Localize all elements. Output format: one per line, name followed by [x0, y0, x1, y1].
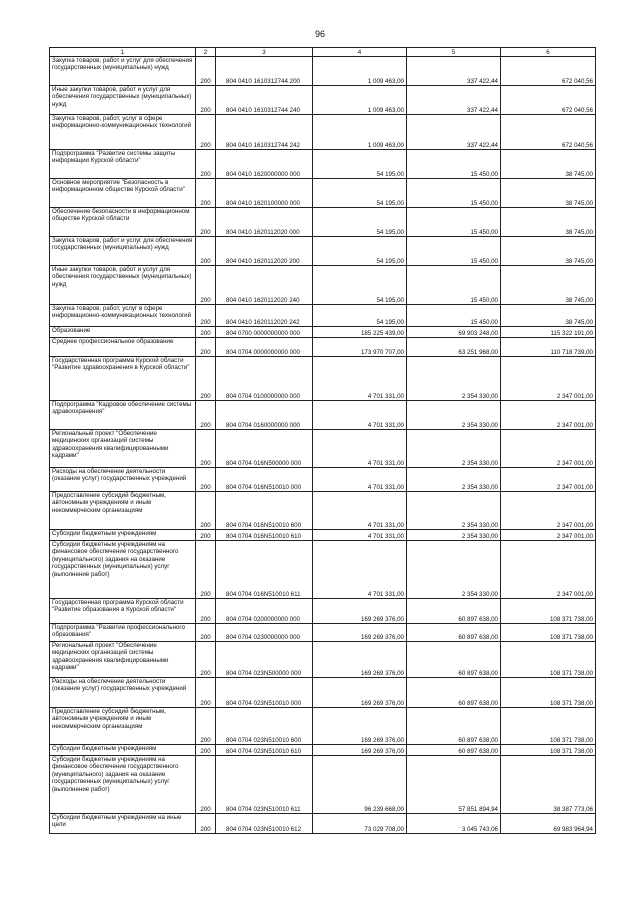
- table-row: [50, 150, 596, 179]
- row-ministry-code: 200: [196, 327, 216, 338]
- row-remainder-amount: 69 983 964,94: [501, 814, 596, 834]
- row-budget-code: 804 0704 023N500000 000: [216, 642, 313, 678]
- row-plan-amount: 169 269 376,00: [313, 624, 407, 642]
- row-name: Субсидии бюджетным учреждениям: [50, 530, 196, 541]
- row-remainder-amount: 108 371 738,00: [501, 745, 596, 756]
- row-remainder-amount: 672 040,56: [501, 115, 596, 150]
- budget-table: [49, 47, 596, 834]
- row-plan-amount: 4 701 331,00: [313, 430, 407, 468]
- row-remainder-amount: 672 040,56: [501, 57, 596, 86]
- row-executed-amount: 69 903 248,00: [407, 327, 501, 338]
- row-name: Подпрограмма "Развитие системы защиты информации Курской области": [50, 150, 196, 179]
- row-ministry-code: 200: [196, 624, 216, 642]
- table-row: [50, 401, 596, 430]
- row-budget-code: 804 0704 0200000000 000: [216, 599, 313, 624]
- row-budget-code: 804 0410 1620112020 200: [216, 237, 313, 266]
- row-budget-code: 804 0410 1610312744 200: [216, 57, 313, 86]
- row-executed-amount: 15 450,00: [407, 179, 501, 208]
- row-remainder-amount: 108 371 738,00: [501, 599, 596, 624]
- row-plan-amount: 1 009 463,00: [313, 57, 407, 86]
- table-row: [50, 327, 596, 338]
- row-executed-amount: 2 354 330,00: [407, 530, 501, 541]
- row-budget-code: 804 0704 0230000000 000: [216, 624, 313, 642]
- row-name: Иные закупки товаров, работ и услуг для обеспечения государственных (муниципальных) нужд: [50, 86, 196, 115]
- row-executed-amount: 2 354 330,00: [407, 541, 501, 599]
- row-plan-amount: 54 195,00: [313, 266, 407, 305]
- row-plan-amount: 169 269 376,00: [313, 642, 407, 678]
- row-executed-amount: 60 897 638,00: [407, 678, 501, 708]
- row-remainder-amount: 108 371 738,00: [501, 678, 596, 708]
- table-row: [50, 338, 596, 357]
- row-executed-amount: 2 354 330,00: [407, 430, 501, 468]
- row-budget-code: 804 0704 016N510010 610: [216, 530, 313, 541]
- row-plan-amount: 169 269 376,00: [313, 745, 407, 756]
- row-plan-amount: 4 701 331,00: [313, 530, 407, 541]
- row-budget-code: 804 0704 016N510010 611: [216, 541, 313, 599]
- row-budget-code: 804 0704 0100000000 000: [216, 357, 313, 401]
- row-budget-code: 804 0704 023N510010 611: [216, 756, 313, 814]
- row-remainder-amount: 2 347 001,00: [501, 468, 596, 492]
- row-remainder-amount: 672 040,56: [501, 86, 596, 115]
- column-header-5: 5: [407, 48, 501, 57]
- row-budget-code: 804 0410 1610312744 240: [216, 86, 313, 115]
- table-row: [50, 530, 596, 541]
- row-name: Обеспечение безопасности в информационном обществе Курской области: [50, 208, 196, 237]
- row-ministry-code: 200: [196, 57, 216, 86]
- row-name: Основное мероприятие "Безопасность в информационном обществе Курской области": [50, 179, 196, 208]
- row-executed-amount: 60 897 638,00: [407, 642, 501, 678]
- row-plan-amount: 4 701 331,00: [313, 357, 407, 401]
- table-row: [50, 492, 596, 530]
- row-executed-amount: 15 450,00: [407, 305, 501, 327]
- row-ministry-code: 200: [196, 150, 216, 179]
- row-executed-amount: 60 897 638,00: [407, 624, 501, 642]
- column-header-6: 6: [501, 48, 596, 57]
- row-plan-amount: 54 195,00: [313, 237, 407, 266]
- row-ministry-code: 200: [196, 468, 216, 492]
- row-plan-amount: 169 269 376,00: [313, 708, 407, 745]
- row-executed-amount: 2 354 330,00: [407, 468, 501, 492]
- row-budget-code: 804 0704 016N510010 600: [216, 492, 313, 530]
- row-plan-amount: 73 029 708,00: [313, 814, 407, 834]
- table-row: [50, 599, 596, 624]
- row-ministry-code: 200: [196, 305, 216, 327]
- table-row: [50, 541, 596, 599]
- row-remainder-amount: 2 347 001,00: [501, 530, 596, 541]
- row-name: Закупка товаров, работ, услуг в сфере информационно-коммуникационных технологий: [50, 115, 196, 150]
- row-executed-amount: 337 422,44: [407, 57, 501, 86]
- row-executed-amount: 15 450,00: [407, 150, 501, 179]
- row-remainder-amount: 38 745,00: [501, 208, 596, 237]
- row-plan-amount: 173 970 707,00: [313, 338, 407, 357]
- row-remainder-amount: 108 371 738,00: [501, 642, 596, 678]
- row-remainder-amount: 2 347 001,00: [501, 541, 596, 599]
- row-executed-amount: 3 045 743,06: [407, 814, 501, 834]
- row-name: Расходы на обеспечение деятельности (оказание услуг) государственных учреждений: [50, 678, 196, 708]
- table-header: [50, 48, 596, 57]
- row-ministry-code: 200: [196, 338, 216, 357]
- table-row: [50, 115, 596, 150]
- table-row: [50, 642, 596, 678]
- table-row: [50, 756, 596, 814]
- row-executed-amount: 2 354 330,00: [407, 492, 501, 530]
- row-plan-amount: 169 269 376,00: [313, 599, 407, 624]
- row-remainder-amount: 38 745,00: [501, 150, 596, 179]
- row-plan-amount: 4 701 331,00: [313, 541, 407, 599]
- row-name: Подпрограмма "Кадровое обеспечение системы здравоохранения": [50, 401, 196, 430]
- row-budget-code: 804 0704 023N510010 000: [216, 678, 313, 708]
- row-ministry-code: 200: [196, 115, 216, 150]
- row-remainder-amount: 108 371 738,00: [501, 624, 596, 642]
- row-plan-amount: 54 195,00: [313, 150, 407, 179]
- row-ministry-code: 200: [196, 86, 216, 115]
- row-remainder-amount: 2 347 001,00: [501, 492, 596, 530]
- row-ministry-code: 200: [196, 237, 216, 266]
- row-name: Субсидии бюджетным учреждениям: [50, 745, 196, 756]
- row-executed-amount: 60 897 638,00: [407, 708, 501, 745]
- row-name: Закупка товаров, работ и услуг для обеспечения государственных (муниципальных) нужд: [50, 237, 196, 266]
- column-header-1: 1: [50, 48, 196, 57]
- row-ministry-code: 200: [196, 708, 216, 745]
- row-ministry-code: 200: [196, 642, 216, 678]
- row-name: Государственная программа Курской области "Развитие образования в Курской области": [50, 599, 196, 624]
- page-number: 96: [314, 29, 325, 39]
- row-name: Субсидии бюджетным учреждениям на финансовое обеспечение государственного (муниципального) задания на оказание государственных (муниципальных) услуг (выполнение работ): [50, 756, 196, 814]
- row-plan-amount: 1 009 463,00: [313, 86, 407, 115]
- row-name: Подпрограмма "Развитие профессионального образования": [50, 624, 196, 642]
- row-ministry-code: 200: [196, 745, 216, 756]
- row-budget-code: 804 0410 1620000000 000: [216, 150, 313, 179]
- row-remainder-amount: 115 322 191,00: [501, 327, 596, 338]
- header-row: [50, 48, 596, 57]
- table-row: [50, 814, 596, 834]
- row-remainder-amount: 110 718 739,00: [501, 338, 596, 357]
- row-name: Закупка товаров, работ и услуг для обеспечения государственных (муниципальных) нужд: [50, 57, 196, 86]
- row-name: Государственная программа Курской области "Развитие здравоохранения в Курской области": [50, 357, 196, 401]
- table-row: [50, 745, 596, 756]
- row-ministry-code: 200: [196, 541, 216, 599]
- row-remainder-amount: 38 745,00: [501, 179, 596, 208]
- row-ministry-code: 200: [196, 599, 216, 624]
- row-remainder-amount: 38 745,00: [501, 237, 596, 266]
- row-executed-amount: 15 450,00: [407, 208, 501, 237]
- row-name: Региональный проект "Обеспечение медицинских организаций системы здравоохранения квалифицированными кадрами": [50, 430, 196, 468]
- table-row: [50, 57, 596, 86]
- row-budget-code: 804 0704 023N510010 612: [216, 814, 313, 834]
- row-plan-amount: 54 195,00: [313, 305, 407, 327]
- column-header-2: 2: [196, 48, 216, 57]
- row-plan-amount: 1 009 463,00: [313, 115, 407, 150]
- row-ministry-code: 200: [196, 530, 216, 541]
- row-ministry-code: 200: [196, 492, 216, 530]
- row-ministry-code: 200: [196, 678, 216, 708]
- table-row: [50, 86, 596, 115]
- row-name: Региональный проект "Обеспечение медицинских организаций системы здравоохранения квалифицированными кадрами": [50, 642, 196, 678]
- row-name: Расходы на обеспечение деятельности (оказание услуг) государственных учреждений: [50, 468, 196, 492]
- row-plan-amount: 4 701 331,00: [313, 492, 407, 530]
- row-ministry-code: 200: [196, 266, 216, 305]
- row-budget-code: 804 0410 1620112020 240: [216, 266, 313, 305]
- row-plan-amount: 4 701 331,00: [313, 401, 407, 430]
- table-row: [50, 305, 596, 327]
- row-name: Предоставление субсидий бюджетным, автономным учреждениям и иным некоммерческим организациям: [50, 708, 196, 745]
- table-row: [50, 708, 596, 745]
- row-ministry-code: 200: [196, 814, 216, 834]
- row-remainder-amount: 38 745,00: [501, 266, 596, 305]
- table-row: [50, 266, 596, 305]
- table-row: [50, 624, 596, 642]
- row-name: Иные закупки товаров, работ и услуг для обеспечения государственных (муниципальных) нужд: [50, 266, 196, 305]
- row-budget-code: 804 0704 0160000000 000: [216, 401, 313, 430]
- table-row: [50, 208, 596, 237]
- row-plan-amount: 54 195,00: [313, 208, 407, 237]
- row-plan-amount: 96 239 668,00: [313, 756, 407, 814]
- row-budget-code: 804 0704 023N510010 600: [216, 708, 313, 745]
- row-executed-amount: 2 354 330,00: [407, 401, 501, 430]
- row-remainder-amount: 108 371 738,00: [501, 708, 596, 745]
- table-row: [50, 430, 596, 468]
- row-budget-code: 804 0410 1610312744 242: [216, 115, 313, 150]
- row-budget-code: 804 0704 023N510010 610: [216, 745, 313, 756]
- row-ministry-code: 200: [196, 208, 216, 237]
- table-row: [50, 237, 596, 266]
- row-executed-amount: 57 851 894,94: [407, 756, 501, 814]
- row-budget-code: 804 0704 0000000000 000: [216, 338, 313, 357]
- row-name: Субсидии бюджетным учреждениям на иные цели: [50, 814, 196, 834]
- row-executed-amount: 15 450,00: [407, 266, 501, 305]
- row-executed-amount: 60 897 638,00: [407, 599, 501, 624]
- row-remainder-amount: 2 347 001,00: [501, 401, 596, 430]
- table-row: [50, 468, 596, 492]
- row-ministry-code: 200: [196, 357, 216, 401]
- row-executed-amount: 2 354 330,00: [407, 357, 501, 401]
- row-name: Закупка товаров, работ, услуг в сфере информационно-коммуникационных технологий: [50, 305, 196, 327]
- row-executed-amount: 60 897 638,00: [407, 745, 501, 756]
- row-name: Предоставление субсидий бюджетным, автономным учреждениям и иным некоммерческим организациям: [50, 492, 196, 530]
- table-body: [50, 57, 596, 834]
- column-header-4: 4: [313, 48, 407, 57]
- row-remainder-amount: 2 347 001,00: [501, 357, 596, 401]
- row-plan-amount: 54 195,00: [313, 179, 407, 208]
- row-budget-code: 804 0410 1620112020 000: [216, 208, 313, 237]
- row-plan-amount: 169 269 376,00: [313, 678, 407, 708]
- row-remainder-amount: 2 347 001,00: [501, 430, 596, 468]
- table-row: [50, 179, 596, 208]
- row-budget-code: 804 0704 016N510010 000: [216, 468, 313, 492]
- row-ministry-code: 200: [196, 756, 216, 814]
- row-plan-amount: 4 701 331,00: [313, 468, 407, 492]
- row-budget-code: 804 0700 0000000000 000: [216, 327, 313, 338]
- row-remainder-amount: 38 387 773,06: [501, 756, 596, 814]
- row-budget-code: 804 0704 016N500000 000: [216, 430, 313, 468]
- table-row: [50, 678, 596, 708]
- column-header-3: 3: [216, 48, 313, 57]
- table-row: [50, 357, 596, 401]
- row-remainder-amount: 38 745,00: [501, 305, 596, 327]
- row-executed-amount: 15 450,00: [407, 237, 501, 266]
- row-budget-code: 804 0410 1620112020 242: [216, 305, 313, 327]
- row-ministry-code: 200: [196, 430, 216, 468]
- row-ministry-code: 200: [196, 401, 216, 430]
- row-name: Образование: [50, 327, 196, 338]
- row-executed-amount: 63 251 968,00: [407, 338, 501, 357]
- row-executed-amount: 337 422,44: [407, 86, 501, 115]
- row-executed-amount: 337 422,44: [407, 115, 501, 150]
- row-name: Субсидии бюджетным учреждениям на финансовое обеспечение государственного (муниципального) задания на оказание государственных (муниципальных) услуг (выполнение работ): [50, 541, 196, 599]
- row-name: Среднее профессиональное образование: [50, 338, 196, 357]
- row-ministry-code: 200: [196, 179, 216, 208]
- row-plan-amount: 185 225 439,00: [313, 327, 407, 338]
- row-budget-code: 804 0410 1620100000 000: [216, 179, 313, 208]
